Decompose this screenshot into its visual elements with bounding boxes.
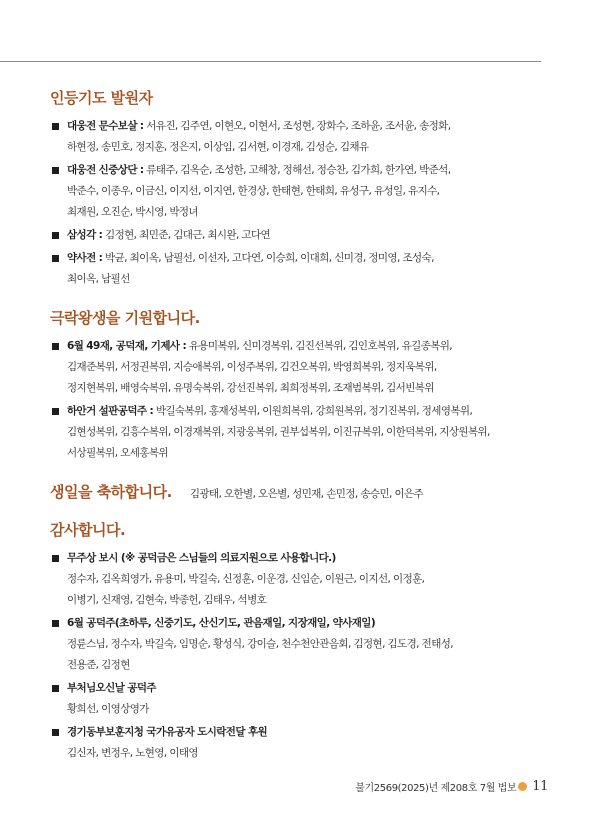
name-list: 류태주, 김옥순, 조성한, 고해창, 정해선, 정승찬, 김가희, 한가연, 박준석, [146, 164, 451, 176]
item-label: 약사전 : [67, 252, 103, 264]
square-bullet-icon [52, 555, 59, 562]
section-rebirth-prayer [50, 308, 570, 464]
page-footer [355, 779, 548, 794]
lotus-icon [518, 782, 527, 791]
name-list: 박준수, 이종우, 이금신, 이지선, 이지연, 한경상, 한태현, 한태희, 유성구, 유성일, 유지수, [67, 185, 440, 197]
name-list: 이병기, 신재영, 김현숙, 박종헌, 김태우, 석병호 [67, 594, 267, 606]
section-title: 극락왕생을 기원합니다. [50, 309, 200, 327]
list-item [50, 160, 570, 223]
item-label: 대웅전 문수보살 : [67, 120, 144, 132]
name-list: 서유진, 김주연, 이현오, 이현서, 조성현, 장화수, 조하윤, 조서윤, 송정화, [146, 120, 451, 132]
name-list: 정륜스님, 정수자, 박길숙, 임명순, 황성식, 강이슬, 천수천안관음회, 김정현, 김도경, 전태성, [67, 638, 454, 650]
section-birthday [50, 482, 570, 502]
square-bullet-icon [52, 729, 59, 736]
name-list: 박균, 최이옥, 남필선, 이선자, 고다연, 이승희, 이대희, 신미경, 정미영, 조성숙, [105, 252, 434, 264]
square-bullet-icon [52, 255, 59, 262]
top-divider [0, 61, 541, 62]
section-title: 감사합니다. [50, 521, 126, 539]
name-list: 정지현복위, 배영숙복위, 유명숙복위, 강선진복위, 최희정복위, 조재범복위, 김서빈복위 [67, 382, 434, 394]
list-item [50, 678, 570, 720]
section-thanks [50, 520, 570, 764]
square-bullet-icon [52, 167, 59, 174]
page-content [50, 88, 570, 782]
name-list: 황희선, 이영상영가 [67, 703, 149, 715]
list-item [50, 116, 570, 158]
name-list: 김현성복위, 김흥수복위, 이경재복위, 지광웅복위, 권부섭복위, 이진규복위, 이한덕복위, 지상원복위, [67, 426, 490, 438]
square-bullet-icon [52, 123, 59, 130]
name-list: 김광태, 오한별, 오은별, 성민재, 손민정, 송승민, 이은주 [189, 488, 424, 500]
item-label: 부처님오신날 공덕주 [67, 682, 156, 694]
section-title: 생일을 축하합니다. [50, 483, 172, 501]
list-item [50, 401, 570, 464]
list-item [50, 613, 570, 676]
list-item [50, 336, 570, 399]
list-item [50, 248, 570, 290]
name-list: 박길숙복위, 홍재성복위, 이원희복위, 강희원복위, 정기진복위, 정세영복위, [155, 405, 473, 417]
item-label: 경기동부보훈지청 국가유공자 도시락전달 후원 [67, 726, 268, 738]
name-list: 최재원, 오진순, 박시영, 박정녀 [67, 206, 198, 218]
name-list: 전용준, 김정현 [67, 659, 130, 671]
list-item [50, 225, 570, 246]
square-bullet-icon [52, 685, 59, 692]
item-label: 6월 49재, 공덕재, 기제사 : [67, 340, 187, 352]
name-list: 김정현, 최민준, 김대근, 최시완, 고다연 [105, 229, 271, 241]
list-item [50, 722, 570, 764]
square-bullet-icon [52, 408, 59, 415]
page-number: 11 [532, 779, 548, 794]
name-list: 최이옥, 남필선 [67, 273, 130, 285]
square-bullet-icon [52, 232, 59, 239]
item-label: 하안거 설판공덕주 : [67, 405, 154, 417]
item-label: 6월 공덕주(초하루, 신중기도, 산신기도, 관음재일, 지장재일, 약사재일) [67, 617, 376, 629]
name-list: 하현정, 송민호, 정지훈, 정은지, 이상임, 김서현, 이경재, 김성순, 김채유 [67, 141, 369, 153]
name-list: 서상필복위, 오세홍복위 [67, 447, 168, 459]
section-lamp-offering [50, 88, 570, 290]
name-list: 김재준복위, 서정권복위, 지승애복위, 이성주복위, 김건오복위, 박영희복위, 정지욱복위, [67, 361, 437, 373]
item-label: 삼성각 : [67, 229, 103, 241]
issue-info: 불기2569(2025)년 제208호 7월 법보 [355, 783, 517, 794]
square-bullet-icon [52, 620, 59, 627]
square-bullet-icon [52, 343, 59, 350]
item-label: 무주상 보시 (※ 공덕금은 스님들의 의료지원으로 사용합니다.) [67, 552, 336, 564]
name-list: 유용미복위, 신미경복위, 김진선복위, 김인호복위, 유길종복위, [188, 340, 453, 352]
item-label: 대웅전 신중상단 : [67, 164, 144, 176]
list-item [50, 548, 570, 611]
section-title: 인등기도 발원자 [50, 89, 153, 107]
name-list: 김신자, 변정우, 노현영, 이태영 [67, 747, 198, 759]
name-list: 정수자, 김옥희영가, 유용미, 박길숙, 신정훈, 이운경, 신임순, 이원근, 이지선, 이정훈, [67, 573, 425, 585]
